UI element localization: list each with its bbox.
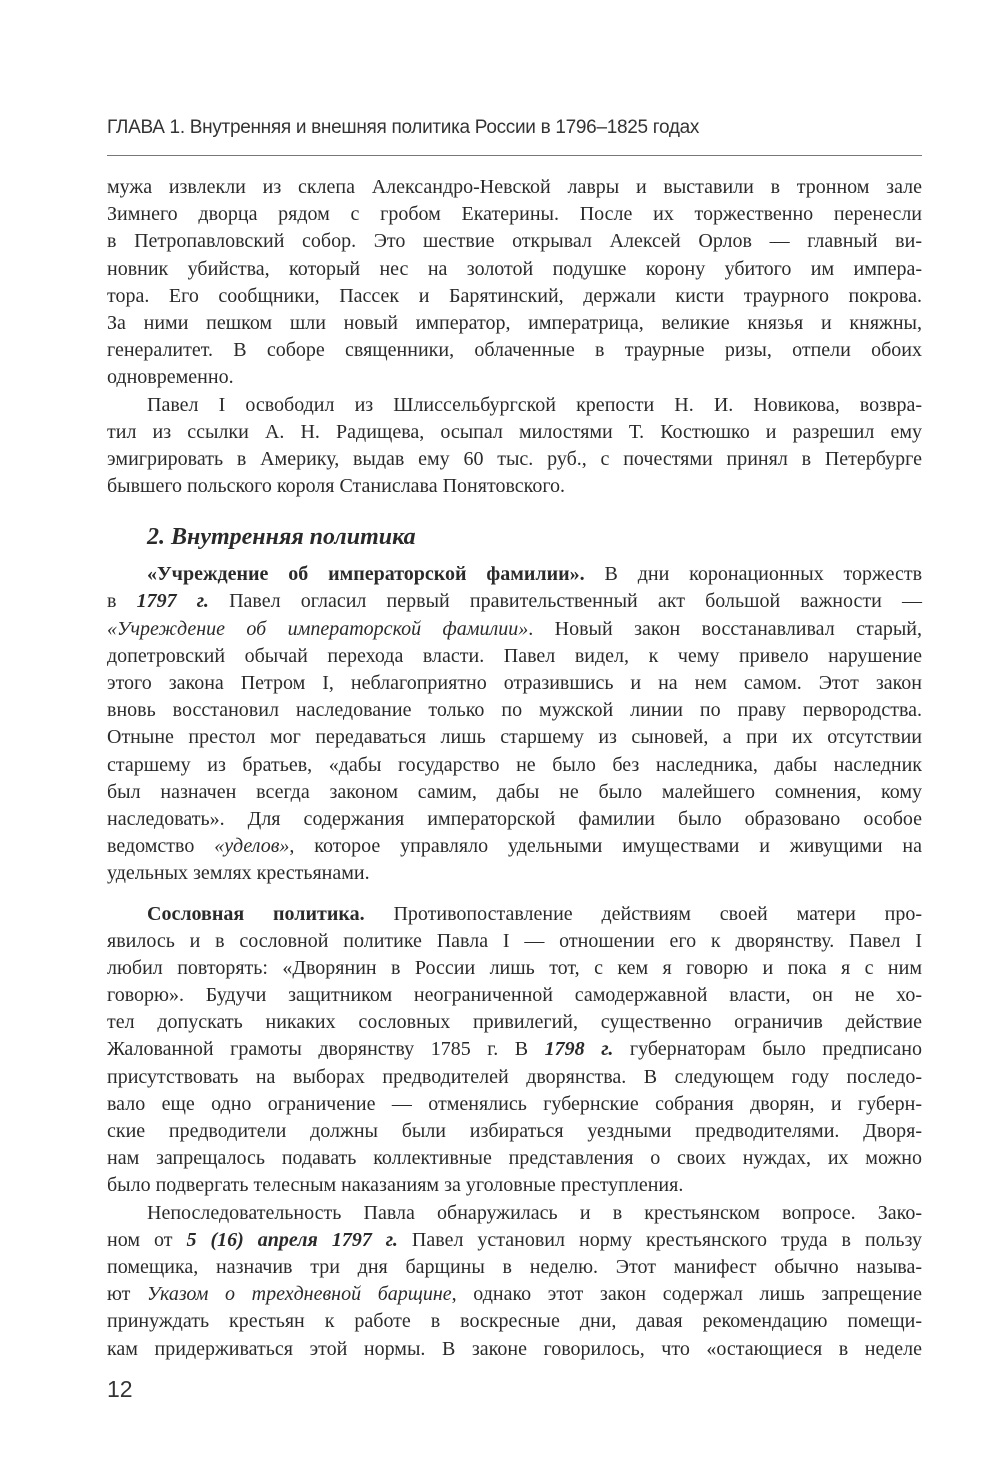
text-line: [107, 616, 922, 643]
text-run: в: [107, 590, 137, 613]
text-line: [107, 1036, 922, 1063]
text-line: [107, 1009, 922, 1036]
text-run: любил повторять: «Дворянин в России лишь тот, с кем я говорю и пока я с ним: [107, 956, 922, 979]
text-run: , однако этот закон содержал лишь запрещение: [451, 1283, 923, 1306]
text-line: [107, 561, 922, 588]
text-run: явилось и в сословной политике Павла I — отношении его к дворянству. Павел I: [107, 929, 922, 952]
text-line: [107, 473, 922, 500]
text-line: [107, 228, 922, 255]
text-run: присутствовать на выборах предводителей дворянства. В следующем году последо-: [107, 1065, 922, 1088]
text-line: [107, 1227, 922, 1254]
text-line: [107, 724, 922, 751]
bold-italic-date: 1798 г.: [544, 1038, 614, 1061]
text-line: [107, 982, 922, 1009]
text-run: . Новый закон восстанавливал старый,: [528, 617, 922, 640]
text-line: [107, 364, 922, 391]
text-line: [107, 283, 922, 310]
page-number: 12: [107, 1376, 133, 1402]
text-run: удельных землях крестьянами.: [107, 862, 370, 885]
text-line: [107, 1308, 922, 1335]
text-run: одновременно.: [107, 366, 234, 389]
text-run: говорю». Будучи защитником неограниченной самодержавной власти, он не хо-: [107, 984, 922, 1007]
text-line: [107, 310, 922, 337]
text-line: [107, 643, 922, 670]
italic-text: Указом о трехдневной барщине: [147, 1283, 452, 1306]
text-line: [107, 174, 922, 201]
text-line: [107, 446, 922, 473]
text-line: [107, 1064, 922, 1091]
text-line: [107, 752, 922, 779]
text-run: губернаторам было предписано: [613, 1038, 923, 1061]
text-line: [107, 419, 922, 446]
bold-italic-date: 1797 г.: [136, 590, 209, 613]
section-heading: 2. Внутренняя политика: [147, 524, 416, 551]
italic-text: «Учреждение об императорской фамилии»: [107, 617, 529, 640]
text-run: вало еще одно ограничение — отменялись губернские собрания дворян, и губерн-: [107, 1092, 922, 1115]
text-line: [107, 256, 922, 283]
text-run: вновь восстановил наследование только по мужской линии по праву первородства.: [107, 699, 922, 722]
text-line: [107, 337, 922, 364]
text-run: старшему из братьев, «дабы государство не было без наследника, дабы наследник: [107, 753, 922, 776]
text-run: наследовать». Для содержания императорской фамилии было образовано особое: [107, 807, 922, 830]
text-line: [107, 1172, 922, 1199]
text-line: [107, 697, 922, 724]
bold-term: «Учреждение об императорской фамилии».: [147, 563, 585, 586]
text-run: тел допускать никаких сословных привилегий, существенно ограничив действие: [107, 1011, 922, 1034]
text-line: [107, 670, 922, 697]
text-run: тил из ссылки А. Н. Радищева, осыпал милостями Т. Костюшко и разрешил ему: [107, 420, 922, 443]
text-run: был назначен всегда законом самим, дабы не было малейшего сомнения, кому: [107, 780, 922, 803]
text-run: новник убийства, который нес на золотой подушке корону убитого им импера-: [107, 257, 922, 280]
text-line: [107, 1145, 922, 1172]
text-run: генералитет. В соборе священники, облаченные в траурные ризы, отпели обоих: [107, 339, 922, 362]
text-run: этого закона Петром I, неблагоприятно отразившись и на нем самом. Этот закон: [107, 672, 922, 694]
text-line: [107, 901, 922, 928]
paragraph: [107, 901, 922, 1200]
text-run: в Петропавловский собор. Это шествие открывал Алексей Орлов — главный ви-: [107, 230, 922, 253]
text-run: Зимнего дворца рядом с гробом Екатерины. После их торжественно перенесли: [107, 203, 922, 226]
text-run: тора. Его сообщники, Пассек и Барятинский, держали кисти траурного покрова.: [107, 284, 922, 307]
text-run: За ними пешком шли новый император, императрица, великие князья и княжны,: [107, 311, 922, 334]
text-line: [107, 392, 922, 419]
text-line: [107, 955, 922, 982]
text-run: В дни коронационных торжеств: [584, 563, 923, 586]
text-run: было подвергать телесным наказаниям за уголовные преступления.: [107, 1174, 684, 1197]
text-run: эмигрировать в Америку, выдав ему 60 тыс. руб., с почестями принял в Петербурге: [107, 447, 922, 470]
text-line: [107, 779, 922, 806]
bold-term: Сословная политика.: [147, 902, 365, 925]
text-run: нам запрещалось подавать коллективные представления о своих нуждах, их можно: [107, 1147, 922, 1170]
paragraph: [107, 174, 922, 392]
text-run: кам придерживаться этой нормы. В законе говорилось, что «остающиеся в неделе: [107, 1337, 922, 1360]
text-run: ведомство: [107, 835, 215, 858]
text-run: Противопоставление действиям своей матери про-: [364, 902, 922, 925]
running-head: ГЛАВА 1. Внутренняя и внешняя политика России в 1796–1825 годах: [107, 117, 700, 138]
text-run: бывшего польского короля Станислава Понятовского.: [107, 475, 566, 498]
paragraph: [107, 561, 922, 887]
text-line: [107, 1336, 922, 1363]
text-line: [107, 588, 922, 615]
text-run: Павел огласил первый правительственный акт большой важности —: [208, 590, 922, 613]
text-run: помещика, назначив три дня барщины в неделю. Этот манифест обычно называ-: [107, 1255, 922, 1278]
bold-italic-date: 5 (16) апреля 1797 г.: [186, 1228, 398, 1251]
text-line: [107, 1254, 922, 1281]
body-text: [107, 174, 922, 1363]
text-line: [107, 1200, 922, 1227]
text-line: [107, 201, 922, 228]
text-run: ют: [107, 1283, 148, 1306]
paragraph: [107, 392, 922, 501]
text-run: мужа извлекли из склепа Александро-Невской лавры и выставили в тронном зале: [107, 176, 922, 198]
text-run: Павел I освободил из Шлиссельбургской крепости Н. И. Новикова, возвра-: [147, 393, 922, 416]
text-run: принуждать крестьян к работе в воскресные дни, давая рекомендацию помещи-: [107, 1310, 922, 1333]
text-run: Павел установил норму крестьянского труда в пользу: [397, 1228, 923, 1251]
text-run: Жалованной грамоты дворянству 1785 г. В: [107, 1038, 545, 1061]
text-line: [107, 928, 922, 955]
header-rule: [107, 155, 922, 156]
text-run: Непоследовательность Павла обнаружилась и в крестьянском вопросе. Зако-: [147, 1201, 922, 1224]
text-run: Отныне престол мог передаваться лишь старшему из сыновей, а при их отсутствии: [107, 726, 922, 749]
paragraph: [107, 1200, 922, 1363]
text-run: ном от: [107, 1228, 187, 1251]
text-run: допетровский обычай перехода власти. Павел видел, к чему привело нарушение: [107, 644, 922, 667]
text-run: ские предводители должны были избираться уездными предводителями. Дворя-: [107, 1120, 922, 1142]
text-line: [107, 860, 922, 887]
text-line: [107, 833, 922, 860]
text-line: [107, 806, 922, 833]
text-line: [107, 1091, 922, 1118]
text-line: [107, 1281, 922, 1308]
italic-text: «уделов»: [214, 835, 290, 858]
text-line: [107, 1118, 922, 1145]
text-run: , которое управляло удельными имуществами и живущими на: [289, 835, 922, 858]
